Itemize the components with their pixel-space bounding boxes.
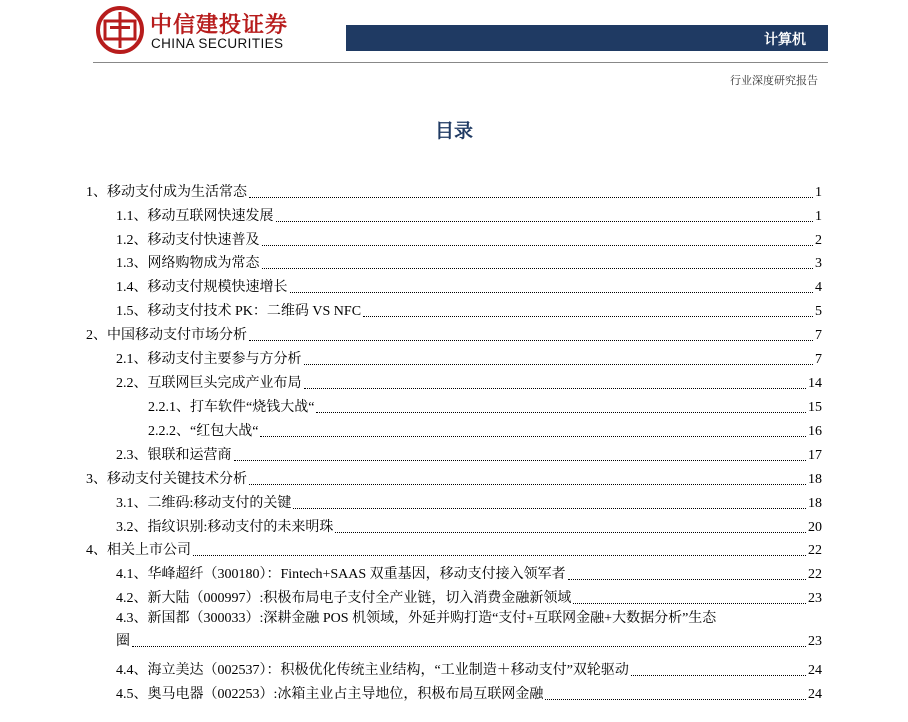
toc-leader: [335, 532, 806, 533]
toc-leader: [304, 364, 814, 365]
toc-entry[interactable]: [86, 417, 822, 440]
toc-entry-page: 18: [808, 496, 822, 511]
logo-chinese-name: 中信建投证券: [150, 13, 289, 38]
toc-entry-page: 17: [808, 448, 822, 463]
china-securities-logo-icon: [96, 6, 144, 54]
toc-entry[interactable]: [86, 513, 822, 536]
toc-entry-page: 7: [815, 352, 822, 367]
toc-leader: [260, 436, 806, 437]
toc-entry-text: 2.1、移动支付主要参与方分析: [116, 352, 302, 367]
toc-entry-text: 1.4、移动支付规模快速增长: [116, 280, 288, 295]
toc-entry-page: 24: [808, 687, 822, 702]
toc-entry-text: 2.2.1、打车软件“烧钱大战“: [148, 400, 315, 415]
toc-leader: [363, 316, 813, 317]
toc-entry[interactable]: [86, 297, 822, 320]
toc-entry[interactable]: [86, 273, 822, 296]
logo-english-name: CHINA SECURITIES: [151, 36, 284, 51]
toc-entry-page: 7: [815, 328, 822, 343]
toc-entry-text: 1、移动支付成为生活常态: [86, 185, 247, 200]
toc-leader: [290, 292, 814, 293]
toc-entry-page: 18: [808, 472, 822, 487]
company-logo: [93, 4, 289, 56]
toc-entry[interactable]: [86, 345, 822, 368]
toc-leader: [234, 460, 807, 461]
toc-entry-page: 24: [808, 663, 822, 678]
toc-leader: [249, 484, 806, 485]
toc-entry-page: 3: [815, 256, 822, 271]
toc-entry-page: 1: [815, 185, 822, 200]
toc-entry-continuation: [116, 627, 822, 650]
toc-entry[interactable]: [86, 604, 822, 650]
toc-entry-text: 3、移动支付关键技术分析: [86, 472, 247, 487]
toc-entry[interactable]: [86, 441, 822, 464]
toc-entry-text: 2.2、互联网巨头完成产业布局: [116, 376, 302, 391]
toc-entry-page: 20: [808, 520, 822, 535]
toc-entry-text: 4.5、奥马电器（002253）:冰箱主业占主导地位，积极布局互联网金融: [116, 687, 544, 702]
toc-entry-page: 23: [808, 634, 822, 649]
toc-leader: [276, 221, 814, 222]
report-type: 行业深度研究报告: [730, 74, 818, 87]
toc-entry[interactable]: [86, 321, 822, 344]
toc-entry-page: 22: [808, 567, 822, 582]
toc-entry-page: 23: [808, 591, 822, 606]
toc-entry-page: 14: [808, 376, 822, 391]
toc-entry-page: 1: [815, 209, 822, 224]
sector-banner: [346, 25, 828, 51]
toc-entry-page: 2: [815, 233, 822, 248]
toc-entry[interactable]: [86, 369, 822, 392]
toc-entry[interactable]: [86, 249, 822, 272]
toc-entry[interactable]: [86, 202, 822, 225]
toc-leader: [316, 412, 806, 413]
toc-leader: [304, 388, 807, 389]
toc-leader: [249, 197, 813, 198]
toc-entry[interactable]: [86, 393, 822, 416]
toc-leader: [568, 579, 806, 580]
toc-entry[interactable]: [86, 656, 822, 679]
toc-entry-page: 16: [808, 424, 822, 439]
toc-leader: [293, 508, 806, 509]
toc-entry-text: 1.5、移动支付技术 PK：二维码 VS NFC: [116, 304, 362, 319]
header-divider: [93, 62, 828, 63]
toc-entry-text: 1.1、移动互联网快速发展: [116, 209, 274, 224]
toc-entry-text: 4、相关上市公司: [86, 543, 191, 558]
toc-entry[interactable]: [86, 226, 822, 249]
toc-leader: [132, 646, 806, 647]
toc-entry-text: 3.1、二维码:移动支付的关键: [116, 496, 292, 511]
toc-leader: [631, 675, 806, 676]
toc-leader: [545, 699, 806, 700]
toc-entry-text: 1.3、网络购物成为常态: [116, 256, 260, 271]
toc-leader: [249, 340, 813, 341]
toc-entry-page: 15: [808, 400, 822, 415]
toc-entry[interactable]: [86, 178, 822, 201]
toc-entry-text: 3.2、指纹识别:移动支付的未来明珠: [116, 520, 334, 535]
toc-leader: [262, 268, 814, 269]
toc-entry-text: 2.3、银联和运营商: [116, 448, 232, 463]
toc-entry[interactable]: [86, 560, 822, 583]
toc-entry[interactable]: [86, 489, 822, 512]
toc-entry-text-cont: 圈: [116, 634, 130, 649]
toc-entry-page: 4: [815, 280, 822, 295]
toc-entry-text: 2.2.2、“红包大战“: [148, 424, 259, 439]
sector-label: 计算机: [764, 32, 806, 48]
toc-entry-text: 4.4、海立美达（002537）：积极优化传统主业结构，“工业制造＋移动支付”双轮驱动: [116, 663, 629, 678]
toc-entry-text: 4.3、新国都（300033）:深耕金融 POS 机领域，外延并购打造“支付+互联网金融+大数据分析”生态: [116, 611, 717, 626]
toc-entry[interactable]: [86, 536, 822, 559]
toc-entry-text: 4.1、华峰超纤（300180）：Fintech+SAAS 双重基因，移动支付接入领军者: [116, 567, 566, 582]
toc-entry-text: 2、中国移动支付市场分析: [86, 328, 247, 343]
toc-entry[interactable]: [86, 465, 822, 488]
toc-entry[interactable]: [86, 680, 822, 703]
toc-entry-text: 4.2、新大陆（000997）:积极布局电子支付全产业链，切入消费金融新领域: [116, 591, 572, 606]
toc-leader: [193, 555, 806, 556]
toc-title: 目录: [434, 120, 473, 142]
toc-entry-page: 5: [815, 304, 822, 319]
toc-entry-text: 1.2、移动支付快速普及: [116, 233, 260, 248]
toc-entry-page: 22: [808, 543, 822, 558]
toc-leader: [262, 245, 814, 246]
